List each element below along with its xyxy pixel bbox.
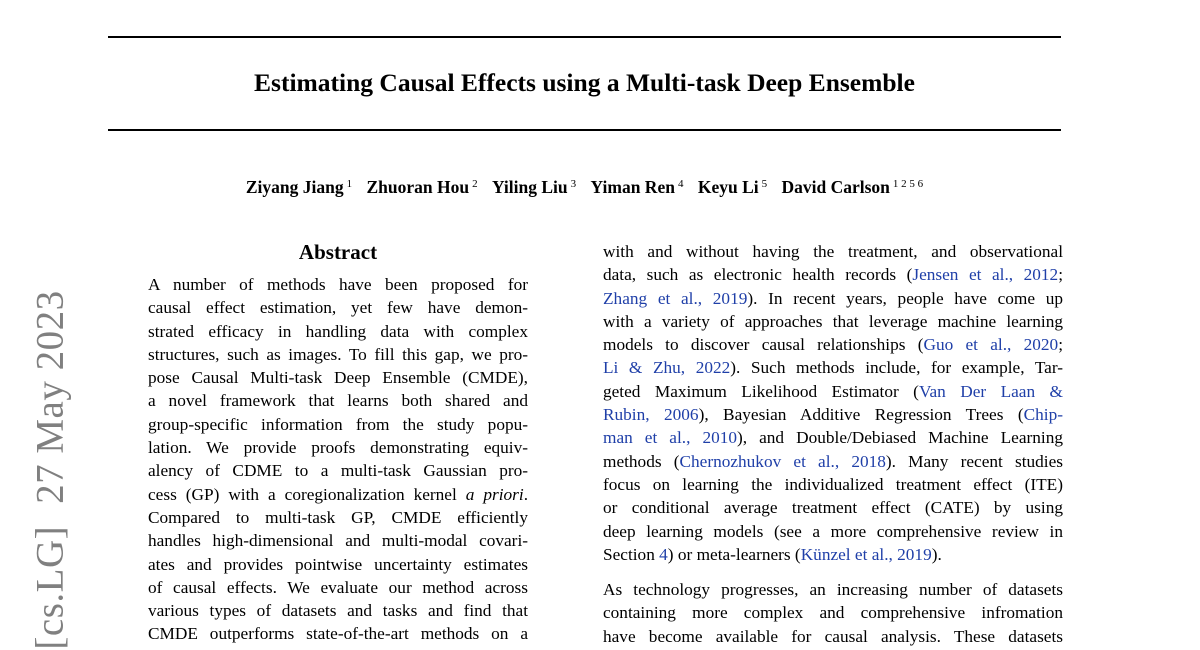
abstract-line: various types of datasets and tasks and find that bbox=[148, 601, 528, 621]
citation-link[interactable]: Van Der Laan & bbox=[918, 381, 1063, 401]
intro-line: with and without having the treatment, and observational bbox=[603, 242, 1063, 261]
intro-line: models to discover causal relationships (Guo et al., 2020; bbox=[603, 335, 1063, 355]
abstract-line: cess (GP) with a coregionalization kernel a priori. bbox=[148, 484, 529, 504]
title-rule-bottom bbox=[108, 129, 1061, 131]
paragraph-gap bbox=[603, 566, 1063, 578]
intro-line: Zhang et al., 2019). In recent years, people have come up bbox=[603, 288, 1063, 308]
citation-link[interactable]: man et al., 2010 bbox=[603, 428, 738, 448]
citation-link[interactable]: Li & Zhu, 2022 bbox=[603, 358, 731, 378]
citation-link[interactable]: Zhang et al., 2019 bbox=[603, 288, 748, 308]
intro-line: methods (Chernozhukov et al., 2018). Many recent studies bbox=[603, 451, 1063, 471]
citation-link[interactable]: Künzel et al., 2019 bbox=[800, 544, 932, 564]
section-ref-link[interactable]: 4 bbox=[659, 544, 668, 564]
citation-link[interactable]: Chernozhukov et al., 2018 bbox=[679, 451, 886, 471]
abstract-line: causal effect estimation, yet few have demon- bbox=[148, 298, 528, 318]
abstract-line: ates and provides pointwise uncertainty estimates bbox=[148, 554, 528, 574]
author: Keyu Li $^5$ bbox=[697, 177, 768, 197]
author: Yiman Ren $^4$ bbox=[590, 177, 684, 197]
arxiv-category: [cs.LG] bbox=[28, 525, 72, 650]
intro-line: focus on learning the individualized treatment effect (ITE) bbox=[603, 474, 1063, 494]
title-rule-top bbox=[108, 36, 1061, 38]
intro-line: Rubin, 2006), Bayesian Additive Regression Trees (Chip- bbox=[603, 405, 1063, 425]
abstract-line: structures, such as images. To fill this gap, we pro- bbox=[148, 344, 528, 364]
citation-link[interactable]: Rubin, 2006 bbox=[603, 405, 699, 425]
intro-line: or conditional average treatment effect (CATE) by using bbox=[603, 498, 1063, 518]
arxiv-date: 27 May 2023 bbox=[28, 290, 72, 504]
abstract-line: handles high-dimensional and multi-modal covari- bbox=[148, 531, 528, 551]
citation-link[interactable]: Jensen et al., 2012 bbox=[912, 265, 1059, 285]
author: Yiling Liu $^3$ bbox=[491, 177, 577, 197]
intro-line: Li & Zhu, 2022). Such methods include, for example, Tar- bbox=[603, 358, 1063, 378]
abstract-line: pose Causal Multi-task Deep Ensemble (CMDE), bbox=[148, 368, 528, 388]
intro-line: As technology progresses, an increasing number of datasets bbox=[603, 580, 1063, 600]
intro-line: data, such as electronic health records (Jensen et al., 2012; bbox=[603, 265, 1063, 285]
author-list bbox=[108, 172, 1061, 199]
intro-line: with a variety of approaches that leverage machine learning bbox=[603, 311, 1063, 331]
intro-line: have become available for causal analysis. These datasets bbox=[603, 626, 1063, 646]
abstract-line: lation. We provide proofs demonstrating equiv- bbox=[148, 438, 528, 458]
intro-line: deep learning models (see a more comprehensive review in bbox=[603, 521, 1063, 541]
intro-line: geted Maximum Likelihood Estimator (Van Der Laan & bbox=[603, 381, 1063, 401]
intro-line: containing more complex and comprehensive infromation bbox=[603, 603, 1063, 623]
citation-link[interactable]: Guo et al., 2020 bbox=[923, 335, 1059, 355]
citation-link[interactable]: Chip- bbox=[1023, 405, 1063, 425]
abstract-heading: Abstract bbox=[298, 240, 378, 264]
abstract-line: A number of methods have been proposed for bbox=[148, 275, 528, 294]
abstract-line: CMDE outperforms state-of-the-art methods on a bbox=[148, 624, 528, 644]
intro-body bbox=[603, 240, 1063, 648]
author: Zhuoran Hou $^2$ bbox=[366, 177, 478, 197]
abstract-body bbox=[148, 273, 528, 646]
abstract-line: strated efficacy in handling data with complex bbox=[148, 321, 528, 341]
arxiv-stamp bbox=[28, 290, 73, 649]
author: Ziyang Jiang $^1$ bbox=[245, 177, 353, 197]
abstract-line: Compared to multi-task GP, CMDE efficiently bbox=[148, 507, 528, 527]
author: David Carlson $^{1 2 5 6}$ bbox=[781, 177, 924, 197]
intro-line: Section 4) or meta-learners (Künzel et al., 2019). bbox=[603, 544, 942, 564]
abstract-line: of causal effects. We evaluate our method across bbox=[148, 577, 528, 597]
abstract-line: a novel framework that learns both shared and bbox=[148, 391, 528, 411]
intro-line: man et al., 2010), and Double/Debiased Machine Learning bbox=[603, 428, 1063, 448]
abstract-line: group-specific information from the study popu- bbox=[148, 414, 528, 434]
paper-title: Estimating Causal Effects using a Multi-task Deep Ensemble bbox=[254, 68, 915, 97]
abstract-line: alency of CDME to a multi-task Gaussian pro- bbox=[148, 461, 528, 481]
